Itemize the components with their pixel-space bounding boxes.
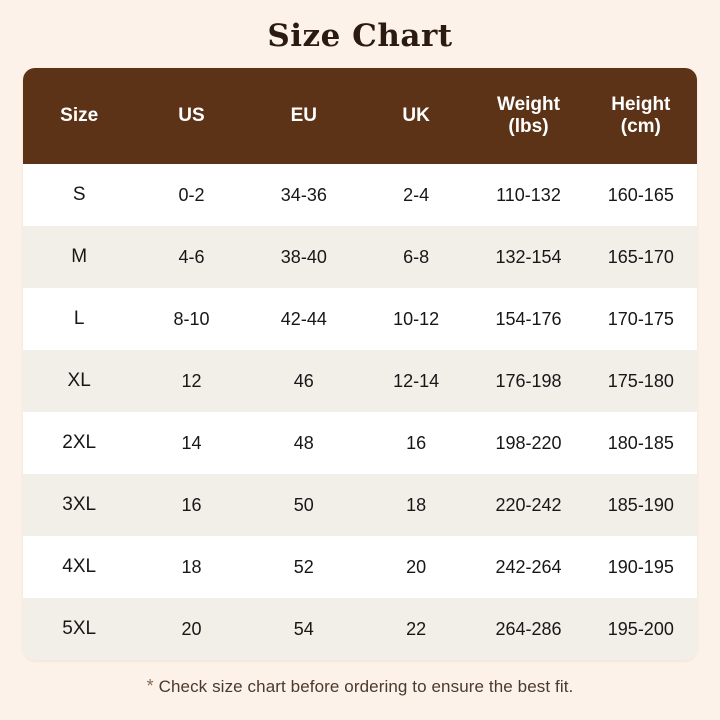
page-title: Size Chart — [267, 18, 453, 54]
footnote — [147, 676, 574, 697]
cell-size: XL — [23, 350, 135, 412]
cell-size: 4XL — [23, 536, 135, 598]
column-header-us-label: US — [178, 105, 205, 127]
column-header-weight-label: Weight — [496, 94, 560, 116]
cell-us: 8-10 — [135, 288, 247, 350]
cell-eu: 48 — [248, 412, 360, 474]
table-header-row — [23, 68, 697, 164]
cell-size: 3XL — [23, 474, 135, 536]
cell-size: 2XL — [23, 412, 135, 474]
cell-height: 170-175 — [585, 288, 697, 350]
cell-height: 195-200 — [585, 598, 697, 660]
cell-uk: 2-4 — [360, 164, 472, 226]
column-header-size-label: Size — [60, 105, 99, 127]
column-header-uk-label: UK — [402, 105, 430, 127]
column-header-weight — [472, 68, 584, 164]
cell-uk: 16 — [360, 412, 472, 474]
cell-us: 18 — [135, 536, 247, 598]
cell-eu: 38-40 — [248, 226, 360, 288]
table-row — [23, 412, 697, 474]
cell-uk: 20 — [360, 536, 472, 598]
cell-uk: 12-14 — [360, 350, 472, 412]
cell-eu: 42-44 — [248, 288, 360, 350]
cell-eu: 52 — [248, 536, 360, 598]
column-header-eu-label: EU — [290, 105, 318, 127]
column-header-height-label: Height — [611, 94, 671, 116]
table-row — [23, 226, 697, 288]
column-header-size — [23, 68, 135, 164]
cell-size: M — [23, 226, 135, 288]
table-row — [23, 598, 697, 660]
footnote-asterisk: * — [146, 676, 154, 696]
cell-uk: 22 — [360, 598, 472, 660]
table-header — [23, 68, 697, 164]
cell-uk: 10-12 — [360, 288, 472, 350]
table-row — [23, 288, 697, 350]
cell-eu: 34-36 — [248, 164, 360, 226]
cell-weight: 110-132 — [472, 164, 584, 226]
cell-size: S — [23, 164, 135, 226]
column-header-eu — [248, 68, 360, 164]
cell-eu: 54 — [248, 598, 360, 660]
cell-height: 185-190 — [585, 474, 697, 536]
cell-us: 0-2 — [135, 164, 247, 226]
cell-size: L — [23, 288, 135, 350]
cell-us: 20 — [135, 598, 247, 660]
cell-eu: 50 — [248, 474, 360, 536]
cell-us: 12 — [135, 350, 247, 412]
cell-weight: 264-286 — [472, 598, 584, 660]
cell-height: 160-165 — [585, 164, 697, 226]
cell-height: 180-185 — [585, 412, 697, 474]
cell-eu: 46 — [248, 350, 360, 412]
size-chart-table-container — [23, 68, 697, 660]
column-header-height — [585, 68, 697, 164]
cell-us: 14 — [135, 412, 247, 474]
cell-weight: 242-264 — [472, 536, 584, 598]
cell-weight: 132-154 — [472, 226, 584, 288]
column-header-height-unit: (cm) — [620, 116, 661, 137]
cell-us: 16 — [135, 474, 247, 536]
cell-height: 190-195 — [585, 536, 697, 598]
cell-uk: 18 — [360, 474, 472, 536]
cell-weight: 154-176 — [472, 288, 584, 350]
cell-weight: 176-198 — [472, 350, 584, 412]
table-row — [23, 536, 697, 598]
cell-height: 175-180 — [585, 350, 697, 412]
table-row — [23, 474, 697, 536]
table-row — [23, 350, 697, 412]
column-header-weight-unit: (lbs) — [508, 116, 549, 137]
cell-height: 165-170 — [585, 226, 697, 288]
cell-size: 5XL — [23, 598, 135, 660]
column-header-us — [135, 68, 247, 164]
cell-us: 4-6 — [135, 226, 247, 288]
cell-weight: 220-242 — [472, 474, 584, 536]
table-body — [23, 164, 697, 660]
cell-weight: 198-220 — [472, 412, 584, 474]
size-chart-table — [23, 68, 697, 660]
footnote-text: Check size chart before ordering to ensure the best fit. — [158, 677, 574, 696]
cell-uk: 6-8 — [360, 226, 472, 288]
column-header-uk — [360, 68, 472, 164]
table-row — [23, 164, 697, 226]
